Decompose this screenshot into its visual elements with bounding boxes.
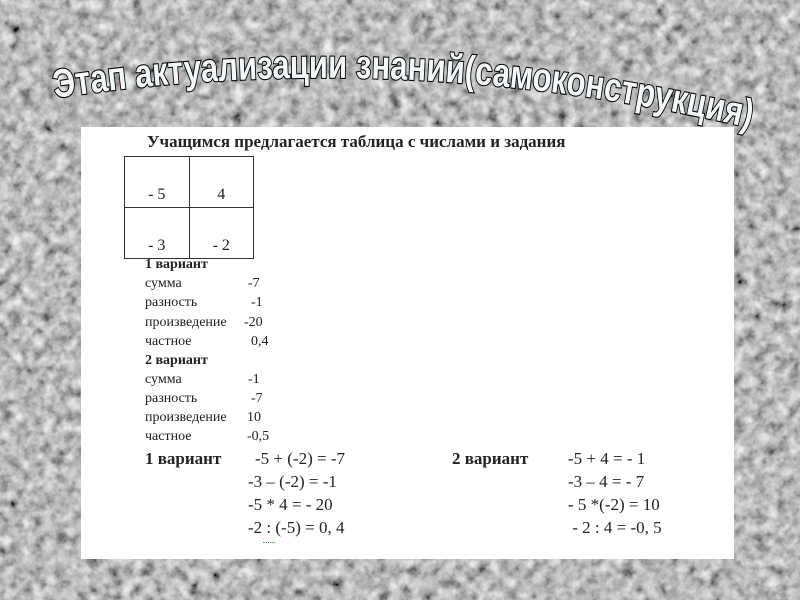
solution-variant1-line-1: -5 + (-2) = -7 — [255, 449, 345, 468]
variant1-label-quotient: частное — [145, 334, 192, 349]
variant1-value-sum: -7 — [248, 276, 260, 291]
solution-variant2-line-1: -5 + 4 = - 1 — [568, 449, 646, 468]
variant1-label-product: произведение — [145, 315, 227, 330]
grid-cell-bottom-right: - 2 — [189, 208, 254, 259]
variant2-value-difference: -7 — [251, 391, 263, 406]
grid-cell-bottom-left: - 3 — [125, 208, 190, 259]
solution-variant2-heading: 2 вариант — [452, 449, 529, 468]
variant2-value-quotient: -0,5 — [247, 429, 270, 444]
spellcheck-underline — [263, 540, 275, 543]
variant1-label-difference: разность — [145, 295, 198, 310]
variant2-list-heading: 2 вариант — [145, 353, 208, 368]
variant2-label-quotient: частное — [145, 429, 192, 444]
variant2-label-sum: сумма — [145, 372, 182, 387]
variant2-value-product: 10 — [247, 410, 261, 425]
variant1-value-difference: -1 — [251, 295, 263, 310]
solution-variant2-line-2: -3 – 4 = - 7 — [568, 472, 645, 491]
variant1-label-sum: сумма — [145, 276, 182, 291]
solution-variant1-line-3: -5 * 4 = - 20 — [248, 495, 333, 514]
solution-variant1-line-4: -2 : (-5) = 0, 4 — [248, 518, 345, 537]
variant2-value-sum: -1 — [248, 372, 260, 387]
intro-text: Учащимся предлагается таблица с числами и задания — [147, 132, 566, 151]
variant1-value-quotient: 0,4 — [251, 334, 269, 349]
slide-title-path: Этап актуализации знаний(самоконструкция) — [50, 42, 761, 138]
variant1-list-heading: 1 вариант — [145, 257, 208, 272]
slide-title — [50, 42, 761, 138]
variant2-label-product: произведение — [145, 410, 227, 425]
content-panel — [81, 127, 734, 559]
solution-variant2-line-4: - 2 : 4 = -0, 5 — [568, 518, 662, 537]
number-grid — [124, 156, 254, 259]
solution-variant1-line-2: -3 – (-2) = -1 — [248, 472, 337, 491]
grid-cell-top-right: 4 — [189, 157, 254, 208]
solution-variant1-heading: 1 вариант — [145, 449, 222, 468]
variant1-value-product: -20 — [244, 315, 263, 330]
grid-cell-top-left: - 5 — [125, 157, 190, 208]
solution-variant2-line-3: - 5 *(-2) = 10 — [568, 495, 660, 514]
variant2-label-difference: разность — [145, 391, 198, 406]
